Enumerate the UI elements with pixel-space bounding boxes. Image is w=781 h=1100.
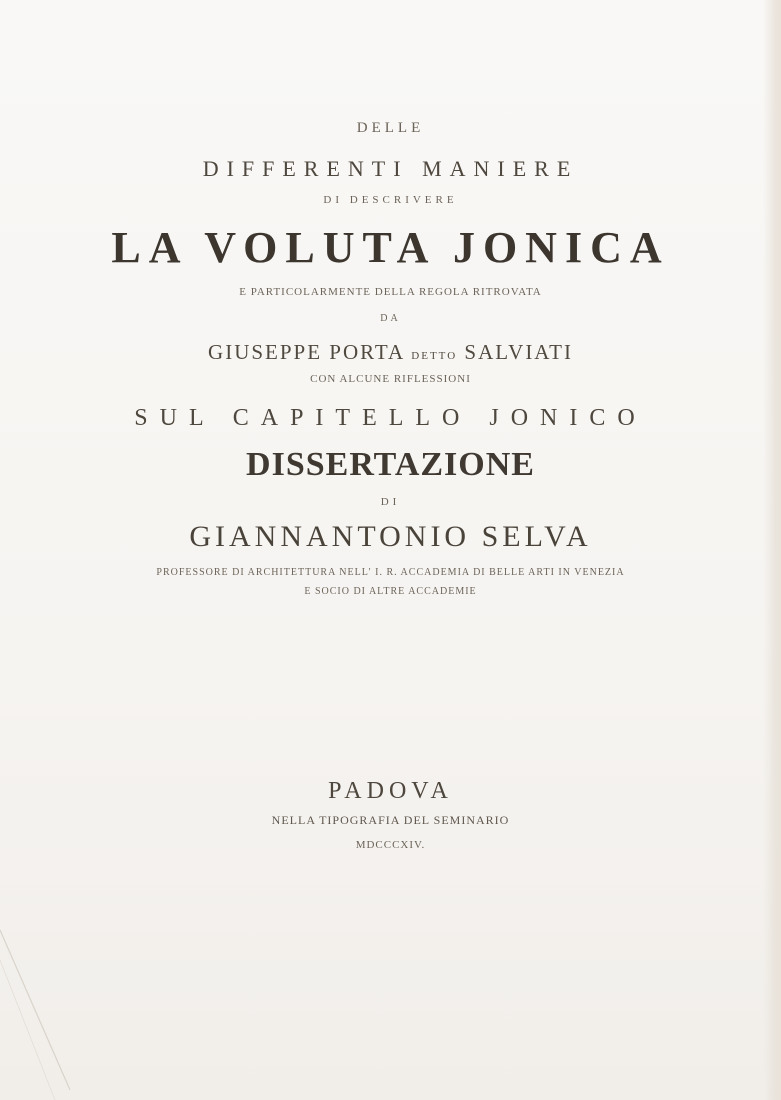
imprint-printer: NELLA TIPOGRAFIA DEL SEMINARIO [271,813,510,827]
author-selva-name: GIANNANTONIO SELVA [189,520,592,553]
author-affiliation-2: E SOCIO DI ALTRE ACCADEMIE [304,586,477,597]
subtitle-riflessioni: CON ALCUNE RIFLESSIONI [310,373,471,385]
title-line-di-descrivere: DI DESCRIVERE [323,194,458,206]
author-di: DI [380,496,401,508]
author-porta-detto: DETTO [411,350,458,362]
dissertazione-heading: DISSERTAZIONE [246,446,535,483]
main-title: LA VOLUTA JONICA [111,223,670,272]
author-porta-name: GIUSEPPE PORTA [208,340,405,364]
subtitle-line: E PARTICOLARMENTE DELLA REGOLA RITROVATA [239,286,542,298]
title-line-delle: DELLE [356,120,425,136]
imprint-year: MDCCCXIV. [355,839,426,851]
author-porta-salviati: SALVIATI [464,340,573,364]
subtitle-da: DA [380,313,401,324]
title-line-differenti-maniere: DIFFERENTI MANIERE [202,156,579,181]
paper-crease [0,900,120,1100]
author-affiliation: PROFESSORE DI ARCHITETTURA NELL' I. R. ACCADEMIA DI BELLE ARTI IN VENEZIA [156,567,625,578]
subtitle-capitello: SUL CAPITELLO JONICO [134,405,647,431]
author-porta-line [0,340,781,365]
imprint-city: PADOVA [328,778,453,804]
